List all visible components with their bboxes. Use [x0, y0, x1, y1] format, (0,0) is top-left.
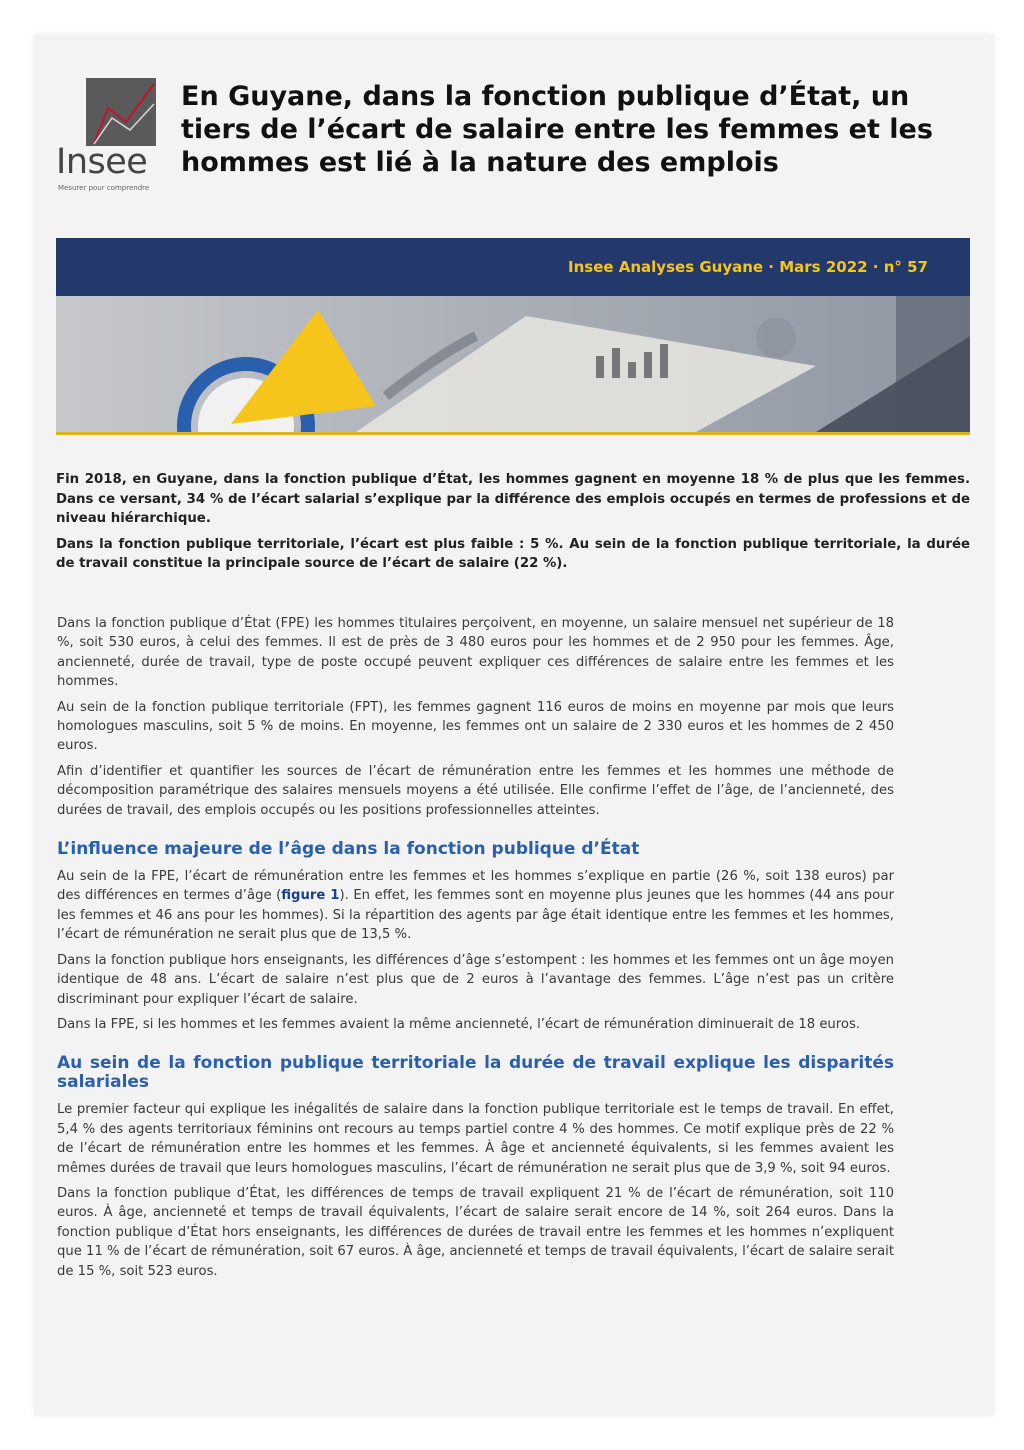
body-paragraph: Dans la fonction publique d’État, les différences de temps de travail expliquent 21 % de l’écart de rémunération, soit 110 euros. À âge, ancienneté et temps de travail équivalents, l’écart de salaire serait encore de 14 %, soit 264 euros. Dans la fonction publique d’État hors enseignants, les différences de durées de travail entre les femmes et les hommes n’expliquent que 11 % de l’écart de rémunération, soit 67 euros. À âge, ancienneté et temps de travail équivalents, l’écart de salaire serait de 15 %, soit 523 euros. [57, 1185, 894, 1279]
body-paragraph: Au sein de la fonction publique territoriale (FPT), les femmes gagnent 116 euros de moins en moyenne par mois que leurs homologues masculins, soit 5 % de moins. En moyenne, les femmes ont un salaire de 2 330 euros et les hommes de 2 450 euros. [57, 699, 894, 754]
section-heading: L’influence majeure de l’âge dans la fonction publique d’État [57, 839, 640, 860]
body-paragraph [57, 867, 894, 945]
publication-banner [56, 238, 970, 296]
figure-link[interactable]: figure 1 [281, 888, 340, 904]
page-title: En Guyane, dans la fonction publique d’État, un tiers de l’écart de salaire entre les femmes et les hommes est lié à la nature des emplois [181, 81, 933, 178]
article-body [57, 614, 894, 1287]
logo-emblem [86, 78, 156, 146]
body-paragraph: Dans la fonction publique d’État (FPE) les hommes titulaires perçoivent, en moyenne, un salaire mensuel net supérieur de 18 %, soit 530 euros, à celui des femmes. Il est de près de 3 480 euros pour les hommes et de 2 950 pour les femmes. Âge, ancienneté, durée de travail, type de poste occupé peuvent expliquer ces différences de salaire entre les femmes et les hommes. [57, 616, 894, 690]
text-span: ). En effet, les femmes sont en moyenne plus jeunes que les hommes (44 ans pour les femmes et 46 ans pour les hommes). Si la répartition des agents par âge était identique entre les femmes et les hommes, l’écart de rémunération ne serait plus que de 13,5 %. [57, 888, 894, 943]
publication-label: Insee Analyses Guyane · Mars 2022 · n° 57 [568, 258, 928, 276]
summary-paragraph: Dans la fonction publique territoriale, l’écart est plus faible : 5 %. Au sein de la fonction publique territoriale, la durée de travail constitue la principale source de l’écart de salaire (22 %). [56, 536, 970, 571]
insee-logo [56, 78, 160, 198]
logo-wordmark: Insee [56, 142, 148, 182]
section-heading: Au sein de la fonction publique territoriale la durée de travail explique les disparités salariales [57, 1053, 894, 1093]
body-paragraph: Dans la FPE, si les hommes et les femmes avaient la même ancienneté, l’écart de rémunération diminuerait de 18 euros. [57, 1016, 861, 1032]
body-paragraph: Dans la fonction publique hors enseignants, les différences d’âge s’estompent : les hommes et les femmes ont un âge moyen identique de 48 ans. L’écart de salaire n’est plus que de 2 euros à l’avantage des femmes. L’âge n’est pas un critère discriminant pour expliquer l’écart de salaire. [57, 952, 894, 1007]
body-paragraph: Le premier facteur qui explique les inégalités de salaire dans la fonction publique territoriale est le temps de travail. En effet, 5,4 % des agents territoriaux féminins ont recours au temps partiel contre 4 % des hommes. Ce motif explique près de 22 % de l’écart de rémunération entre les hommes et les femmes. À âge et ancienneté équivalents, si les femmes avaient les mêmes durées de travail que leurs homologues masculins, l’écart de rémunération ne serait plus que de 3,9 %, soit 94 euros. [57, 1102, 894, 1176]
summary [56, 470, 970, 580]
logo-tagline: Mesurer pour comprendre [58, 184, 150, 192]
summary-paragraph: Fin 2018, en Guyane, dans la fonction publique d’État, les hommes gagnent en moyenne 18 % de plus que les femmes. Dans ce versant, 34 % de l’écart salarial s’explique par la différence des emplois occupés en termes de professions et de niveau hiérarchique. [56, 472, 970, 526]
banner-illustration [56, 296, 970, 435]
text-span: Au sein de la FPE, l’écart de rémunération entre les femmes et les hommes s’explique en partie (26 %, soit 138 euros) par des différences en termes d’âge ( [57, 869, 894, 904]
body-paragraph: Afin d’identifier et quantifier les sources de l’écart de rémunération entre les femmes et les hommes une méthode de décomposition paramétrique des salaires mensuels moyens a été utilisée. Elle confirme l’effet de l’âge, de l’ancienneté, des durées de travail, des emplois occupés ou les positions professionnelles atteintes. [57, 763, 894, 818]
